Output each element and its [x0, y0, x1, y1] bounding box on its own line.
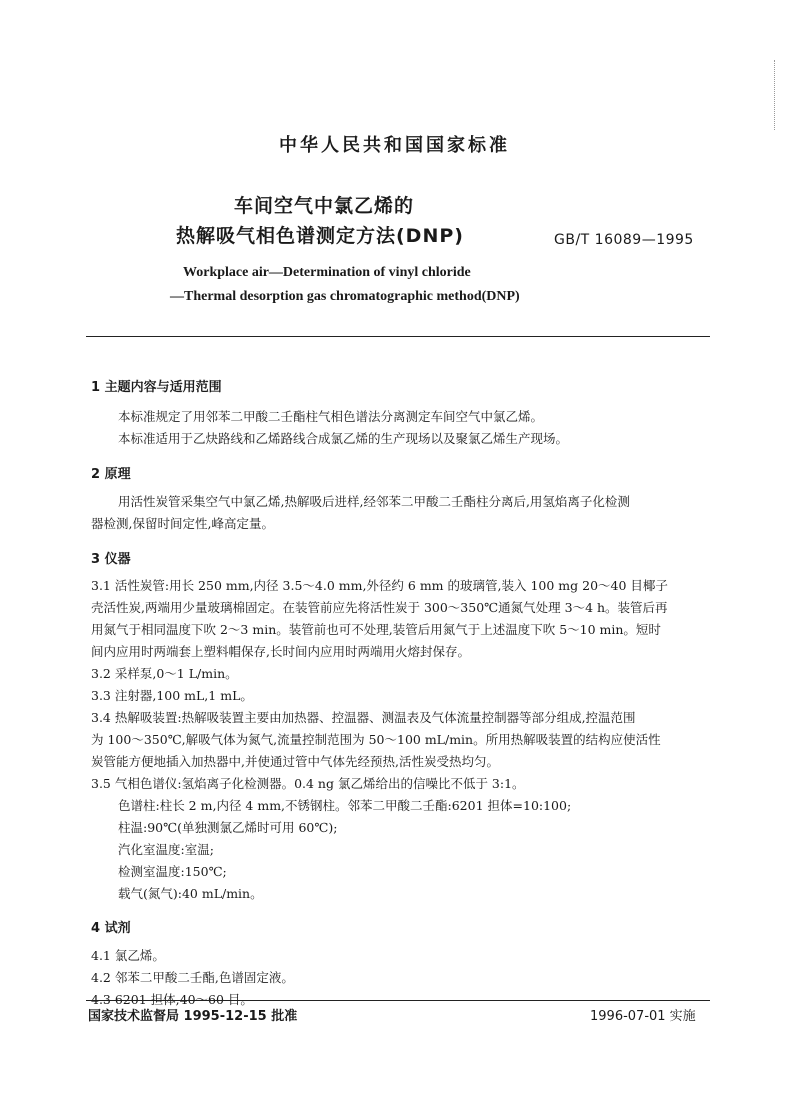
clause-3-5-detail: 色谱柱:柱长 2 m,内径 4 mm,不锈钢柱。邻苯二甲酸二壬酯:6201 担体=10:100;: [118, 798, 572, 813]
clause-3-5: 3.5 气相色谱仪:氢焰离子化检测器。0.4 ng 氯乙烯给出的信噪比不低于 3:1。: [91, 776, 525, 791]
clause-3-4-line: 为 100～350℃,解吸气体为氮气,流量控制范围为 50～100 mL/min。所用热解吸装置的结构应使活性: [91, 732, 661, 747]
clause-3-4-line: 炭管能方便地插入加热器中,并使通过管中气体先经预热,活性炭受热均匀。: [91, 754, 499, 769]
clause-3-4-line: 3.4 热解吸装置:热解吸装置主要由加热器、控温器、测温表及气体流量控制器等部分组成,控温范围: [91, 710, 636, 725]
title-line-2: 热解吸气相色谱测定方法(DNP): [176, 225, 464, 247]
standard-number: GB/T 16089—1995: [554, 232, 694, 248]
paragraph-line: 用活性炭管采集空气中氯乙烯,热解吸后进样,经邻苯二甲酸二壬酯柱分离后,用氢焰离子化检测: [118, 494, 630, 509]
clause-3-5-detail: 柱温:90℃(单独测氯乙烯时可用 60℃);: [118, 820, 338, 835]
section-heading-4: 4 试剂: [91, 921, 131, 936]
scan-edge-marks: [771, 60, 775, 130]
clause-3-5-detail: 载气(氮气):40 mL/min。: [118, 886, 263, 901]
issuing-authority: 中华人民共和国国家标准: [279, 135, 510, 156]
section-heading-1: 1 主题内容与适用范围: [91, 380, 222, 395]
clause-4-2: 4.2 邻苯二甲酸二壬酯,色谱固定液。: [91, 970, 294, 985]
english-title-line-1: Workplace air—Determination of vinyl chloride: [183, 265, 471, 280]
section-heading-2: 2 原理: [91, 467, 131, 482]
clause-3-1-line: 壳活性炭,两端用少量玻璃棉固定。在装管前应先将活性炭于 300～350℃通氮气处理 3～4 h。装管后再: [91, 600, 668, 615]
english-title-line-2: —Thermal desorption gas chromatographic method(DNP): [170, 289, 520, 304]
clause-3-1-line: 3.1 活性炭管:用长 250 mm,内径 3.5～4.0 mm,外径约 6 mm 的玻璃管,装入 100 mg 20～40 目椰子: [91, 578, 668, 593]
clause-3-5-detail: 检测室温度:150℃;: [118, 864, 227, 879]
paragraph-line: 本标准适用于乙炔路线和乙烯路线合成氯乙烯的生产现场以及聚氯乙烯生产现场。: [118, 431, 569, 446]
clause-4-1: 4.1 氯乙烯。: [91, 948, 165, 963]
clause-3-2: 3.2 采样泵,0～1 L/min。: [91, 666, 238, 681]
approval-date: 国家技术监督局 1995-12-15 批准: [88, 1009, 298, 1024]
header-rule: [86, 336, 710, 337]
clause-3-1-line: 间内应用时两端套上塑料帽保存,长时间内应用时两端用火熔封保存。: [91, 644, 470, 659]
title-line-1: 车间空气中氯乙烯的: [234, 195, 415, 217]
paragraph-line: 本标准规定了用邻苯二甲酸二壬酯柱气相色谱法分离测定车间空气中氯乙烯。: [118, 409, 544, 424]
implementation-date: 1996-07-01 实施: [590, 1009, 696, 1024]
clause-3-1-line: 用氮气于相同温度下吹 2～3 min。装管前也可不处理,装管后用氮气于上述温度下吹 5～10 min。短时: [91, 622, 661, 637]
clause-3-3: 3.3 注射器,100 mL,1 mL。: [91, 688, 253, 703]
paragraph-line: 器检测,保留时间定性,峰高定量。: [91, 516, 274, 531]
footer-rule: [86, 1000, 710, 1001]
section-heading-3: 3 仪器: [91, 552, 131, 567]
clause-4-3: 4.3 6201 担体,40～60 目。: [91, 992, 253, 1007]
clause-3-5-detail: 汽化室温度:室温;: [118, 842, 214, 857]
